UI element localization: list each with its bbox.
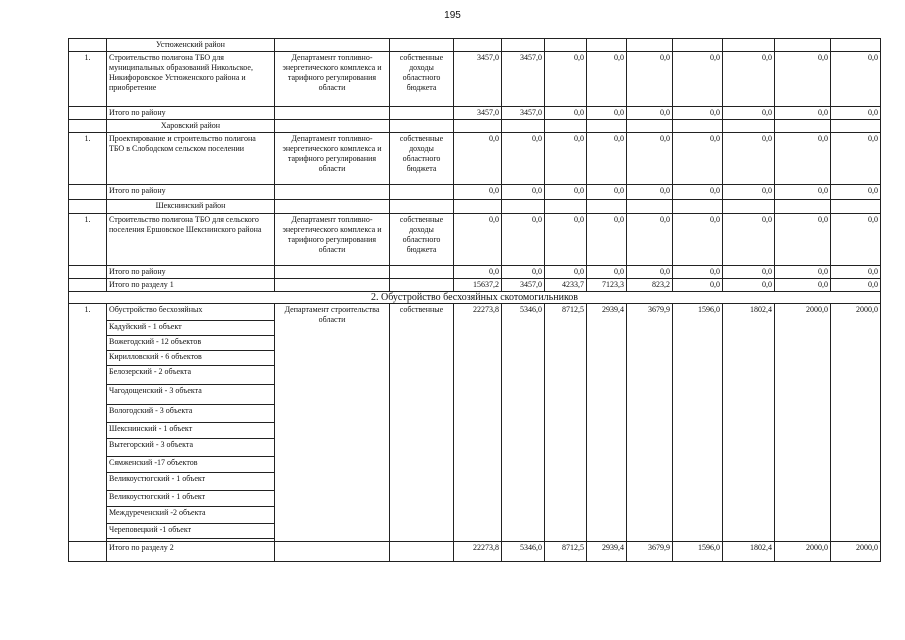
value-cell: 2939,4: [587, 304, 627, 542]
list-item: Вожегодский - 12 объектов: [107, 336, 275, 351]
value-cell: 8712,5: [545, 542, 587, 562]
value-cell: 0,0: [775, 279, 831, 292]
row-number: 1.: [69, 304, 107, 542]
value-cell: 0,0: [775, 185, 831, 200]
value-cell: 0,0: [723, 107, 775, 120]
value-cell: 0,0: [723, 266, 775, 279]
table-row: [69, 304, 881, 321]
value-cell: 0,0: [587, 266, 627, 279]
value-cell: 8712,5: [545, 304, 587, 542]
funding-source: собственные: [390, 304, 454, 542]
value-cell: 22273,8: [454, 542, 502, 562]
value-cell: 2000,0: [831, 542, 881, 562]
value-cell: 5346,0: [502, 304, 545, 542]
value-cell: 1802,4: [723, 304, 775, 542]
value-cell: 0,0: [673, 133, 723, 185]
value-cell: 15637,2: [454, 279, 502, 292]
value-cell: 2939,4: [587, 542, 627, 562]
value-cell: 0,0: [502, 214, 545, 266]
value-cell: 0,0: [673, 185, 723, 200]
value-cell: 0,0: [545, 214, 587, 266]
department: Департамент топливно-энергетического комплекса и тарифного регулирования области: [275, 133, 390, 185]
measure-name: Строительство полигона ТБО для муниципальных образований Никольское, Никифоровское Устюженского района и приобретение: [107, 52, 275, 107]
list-item: Вытегорский - 3 объекта: [107, 439, 275, 457]
value-cell: 0,0: [502, 266, 545, 279]
value-cell: 0,0: [627, 52, 673, 107]
value-cell: 0,0: [454, 214, 502, 266]
value-cell: 3679,9: [627, 542, 673, 562]
department: Департамент строительства области: [275, 304, 390, 542]
row-number: 1.: [69, 52, 107, 107]
list-item: Шекснинский - 1 объект: [107, 423, 275, 439]
district-total-label: Итого по району: [107, 107, 275, 120]
value-cell: 3457,0: [502, 107, 545, 120]
row-number: 1.: [69, 214, 107, 266]
row-number: 1.: [69, 133, 107, 185]
value-cell: 0,0: [502, 133, 545, 185]
value-cell: 0,0: [627, 107, 673, 120]
value-cell: 0,0: [587, 107, 627, 120]
value-cell: 2000,0: [831, 304, 881, 542]
list-item: Белозерский - 2 объекта: [107, 366, 275, 385]
section-title: 2. Обустройство бесхозяйных скотомогильников: [69, 292, 881, 304]
value-cell: 0,0: [454, 185, 502, 200]
district-total-label: Итого по району: [107, 266, 275, 279]
table-row: [69, 52, 881, 107]
table-row: [69, 133, 881, 185]
value-cell: 0,0: [587, 52, 627, 107]
value-cell: 3457,0: [454, 107, 502, 120]
value-cell: 0,0: [587, 214, 627, 266]
value-cell: 0,0: [627, 266, 673, 279]
value-cell: 0,0: [545, 52, 587, 107]
value-cell: 0,0: [673, 266, 723, 279]
table-row: [69, 214, 881, 266]
measure-name: Проектирование и строительство полигона ТБО в Слободском сельском поселении: [107, 133, 275, 185]
value-cell: 0,0: [723, 279, 775, 292]
value-cell: 0,0: [775, 214, 831, 266]
table-row: [69, 279, 881, 292]
funding-source: собственные доходы областного бюджета: [390, 214, 454, 266]
program-table: [68, 38, 881, 562]
value-cell: 1596,0: [673, 304, 723, 542]
value-cell: 3457,0: [454, 52, 502, 107]
value-cell: 0,0: [831, 185, 881, 200]
value-cell: 3679,9: [627, 304, 673, 542]
district-header: Устюженский район: [107, 39, 275, 52]
measure-name: Обустройство бесхозяйных: [107, 304, 275, 321]
value-cell: 3457,0: [502, 279, 545, 292]
value-cell: 1802,4: [723, 542, 775, 562]
table-row: [69, 266, 881, 279]
value-cell: 0,0: [545, 266, 587, 279]
value-cell: 2000,0: [775, 542, 831, 562]
value-cell: 0,0: [723, 214, 775, 266]
value-cell: 5346,0: [502, 542, 545, 562]
value-cell: 1596,0: [673, 542, 723, 562]
value-cell: 0,0: [673, 214, 723, 266]
value-cell: 0,0: [831, 133, 881, 185]
value-cell: 7123,3: [587, 279, 627, 292]
value-cell: 0,0: [775, 52, 831, 107]
value-cell: 0,0: [454, 266, 502, 279]
page-number: 195: [444, 10, 461, 21]
value-cell: 0,0: [831, 279, 881, 292]
list-item: Сямженский -17 объектов: [107, 457, 275, 473]
department: Департамент топливно-энергетического комплекса и тарифного регулирования области: [275, 214, 390, 266]
list-item: Кирилловский - 6 объектов: [107, 351, 275, 366]
value-cell: 0,0: [775, 266, 831, 279]
table-row: [69, 185, 881, 200]
value-cell: 0,0: [627, 133, 673, 185]
department: Департамент топливно-энергетического комплекса и тарифного регулирования области: [275, 52, 390, 107]
value-cell: 0,0: [587, 185, 627, 200]
value-cell: 0,0: [775, 107, 831, 120]
list-item: Междуреченский -2 объекта: [107, 507, 275, 524]
value-cell: 0,0: [627, 214, 673, 266]
value-cell: 0,0: [831, 107, 881, 120]
value-cell: 0,0: [831, 266, 881, 279]
list-item: Вологодский - 3 объекта: [107, 405, 275, 423]
measure-name: Строительство полигона ТБО для сельского поселения Ершовское Шекснинского района: [107, 214, 275, 266]
value-cell: 0,0: [775, 133, 831, 185]
value-cell: 0,0: [673, 107, 723, 120]
value-cell: 0,0: [545, 107, 587, 120]
district-total-label: Итого по району: [107, 185, 275, 200]
value-cell: 0,0: [545, 185, 587, 200]
table-row: [69, 542, 881, 562]
value-cell: 0,0: [502, 185, 545, 200]
section-total-label: Итого по разделу 2: [107, 542, 275, 562]
district-header: Харовский район: [107, 120, 275, 133]
list-item: Чагодощенский - 3 объекта: [107, 385, 275, 405]
value-cell: 0,0: [673, 52, 723, 107]
value-cell: 0,0: [831, 52, 881, 107]
value-cell: 0,0: [723, 185, 775, 200]
value-cell: 0,0: [627, 185, 673, 200]
district-header: Шекснинский район: [107, 200, 275, 214]
value-cell: 0,0: [673, 279, 723, 292]
value-cell: 0,0: [831, 214, 881, 266]
value-cell: 22273,8: [454, 304, 502, 542]
value-cell: 0,0: [723, 133, 775, 185]
list-item: Великоустюгский - 1 объект: [107, 473, 275, 491]
list-item: Великоустюгский - 1 объект: [107, 491, 275, 507]
value-cell: 0,0: [545, 133, 587, 185]
funding-source: собственные доходы областного бюджета: [390, 52, 454, 107]
value-cell: 3457,0: [502, 52, 545, 107]
value-cell: 0,0: [454, 133, 502, 185]
table-row: [69, 107, 881, 120]
value-cell: 0,0: [723, 52, 775, 107]
value-cell: 2000,0: [775, 304, 831, 542]
value-cell: 0,0: [587, 133, 627, 185]
funding-source: собственные доходы областного бюджета: [390, 133, 454, 185]
section-total-label: Итого по разделу 1: [107, 279, 275, 292]
list-item: Череповецкий -1 объект: [107, 524, 275, 539]
list-item: Кадуйский - 1 объект: [107, 321, 275, 336]
value-cell: 4233,7: [545, 279, 587, 292]
value-cell: 823,2: [627, 279, 673, 292]
